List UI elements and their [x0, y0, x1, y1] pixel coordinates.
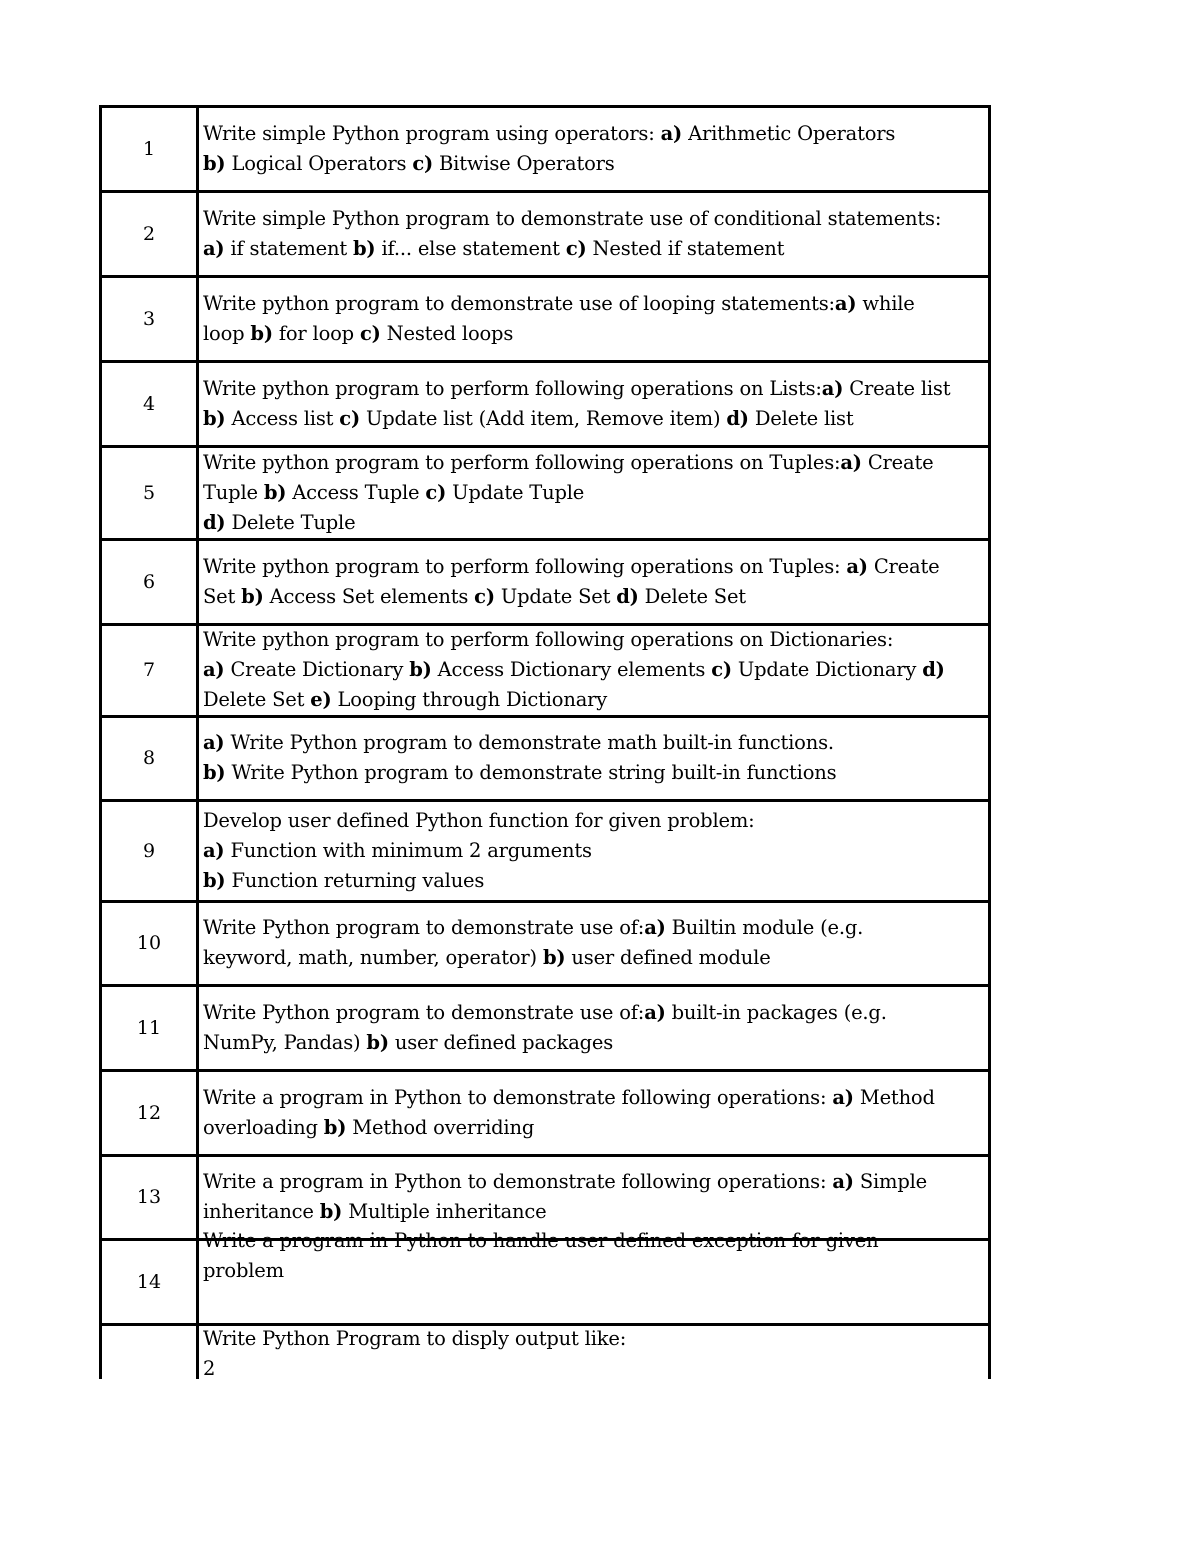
text-segment: Delete Set	[203, 688, 311, 711]
description-line	[203, 204, 984, 234]
table-rule	[99, 360, 991, 363]
text-segment: Access Set elements	[263, 584, 475, 608]
text-segment: Write python program to perform following operations on Tuples:	[203, 450, 841, 474]
description-line	[203, 1256, 984, 1286]
row-number: 11	[99, 985, 199, 1070]
text-segment: Multiple inheritance	[342, 1200, 547, 1223]
table-rule	[99, 190, 991, 193]
text-segment: Update Tuple	[446, 480, 585, 504]
text-segment: Write Python program to demonstrate use of:	[203, 1000, 645, 1024]
table-rule	[99, 1238, 991, 1241]
table-row	[99, 716, 991, 800]
text-segment: Builtin module (e.g.	[665, 916, 864, 939]
option-marker: a)	[840, 450, 862, 474]
description-line	[203, 1167, 984, 1197]
description-line	[203, 943, 984, 973]
row-number: 5	[99, 446, 199, 539]
option-marker: b)	[323, 1115, 347, 1139]
text-segment: Access Dictionary elements	[431, 658, 712, 681]
option-marker: d)	[726, 406, 749, 430]
text-segment: Write Python program to demonstrate use of:	[203, 916, 645, 939]
text-segment: Nested loops	[380, 321, 514, 345]
text-segment: Method overriding	[346, 1115, 535, 1139]
option-marker: a)	[834, 291, 857, 315]
option-marker: e)	[310, 688, 332, 711]
description-line	[203, 1113, 984, 1143]
option-marker: c)	[339, 406, 360, 430]
row-description	[199, 901, 991, 985]
description-line	[203, 1324, 984, 1354]
option-marker: d)	[616, 584, 639, 608]
text-segment: Method	[853, 1085, 935, 1109]
option-marker: a)	[203, 236, 225, 260]
row-description	[199, 1324, 991, 1379]
row-description	[199, 361, 991, 446]
text-segment: Function returning values	[225, 868, 485, 892]
option-marker: c)	[711, 658, 732, 681]
row-description	[199, 106, 991, 191]
text-segment: while	[856, 291, 915, 315]
description-line	[203, 1083, 984, 1113]
option-marker: b)	[409, 658, 432, 681]
description-line	[203, 319, 984, 349]
table-rule	[99, 799, 991, 802]
row-number: 8	[99, 716, 199, 800]
text-segment: loop	[203, 321, 251, 345]
text-segment: overloading	[203, 1115, 324, 1139]
text-segment: inheritance	[203, 1200, 320, 1223]
description-line	[203, 913, 984, 943]
row-description	[199, 716, 991, 800]
text-segment: Tuple	[203, 480, 264, 504]
table-row	[99, 1239, 991, 1324]
text-segment: if statement	[224, 236, 353, 260]
text-segment: Write Python program to demonstrate math built-in functions.	[224, 731, 834, 754]
text-segment: Write Python program to demonstrate string built-in functions	[225, 761, 837, 784]
row-description	[199, 800, 991, 901]
option-marker: a)	[203, 658, 225, 681]
text-segment: Looping through Dictionary	[331, 688, 608, 711]
table-row	[99, 276, 991, 361]
option-marker: a)	[203, 731, 225, 754]
table-rule	[99, 623, 991, 626]
description-line	[203, 836, 984, 866]
table-rule	[99, 900, 991, 903]
text-segment: Access list	[225, 406, 340, 430]
description-line	[203, 998, 984, 1028]
text-segment: Access Tuple	[286, 480, 426, 504]
description-line	[203, 478, 984, 508]
text-segment: Nested if statement	[586, 236, 785, 260]
text-segment: Set	[203, 584, 242, 608]
row-description	[199, 624, 991, 716]
option-marker: b)	[241, 584, 264, 608]
option-marker: b)	[250, 321, 273, 345]
text-segment: problem	[203, 1259, 284, 1282]
table-row	[99, 1324, 991, 1379]
row-number: 1	[99, 106, 199, 191]
option-marker: b)	[319, 1200, 343, 1223]
row-description	[199, 985, 991, 1070]
description-line	[203, 1226, 984, 1256]
text-segment: Bitwise Operators	[433, 151, 615, 175]
option-marker: b)	[263, 480, 287, 504]
table-row	[99, 539, 991, 624]
option-marker: a)	[832, 1170, 854, 1193]
description-line	[203, 685, 984, 715]
description-line	[203, 119, 984, 149]
text-segment: Write simple Python program to demonstrate use of conditional statements:	[203, 206, 942, 230]
option-marker: c)	[359, 321, 381, 345]
row-description	[199, 191, 991, 276]
text-segment: Delete Tuple	[225, 510, 356, 534]
description-line	[203, 1354, 984, 1379]
table-row	[99, 624, 991, 716]
row-number: 12	[99, 1070, 199, 1155]
row-number: 6	[99, 539, 199, 624]
description-line	[203, 149, 984, 179]
table-rule	[99, 445, 991, 448]
row-description	[199, 276, 991, 361]
description-line	[203, 655, 984, 685]
row-number: 9	[99, 800, 199, 901]
table-row	[99, 361, 991, 446]
description-line	[203, 1197, 984, 1227]
text-segment: user defined packages	[388, 1030, 614, 1054]
description-line	[203, 234, 984, 264]
option-marker: a)	[821, 376, 844, 400]
text-segment: Create	[867, 554, 940, 578]
table-row	[99, 191, 991, 276]
text-segment: Develop user defined Python function for given problem:	[203, 808, 755, 832]
option-marker: c)	[565, 236, 587, 260]
text-segment: 2	[203, 1357, 216, 1379]
description-line	[203, 448, 984, 478]
row-number	[99, 1324, 199, 1379]
table-row	[99, 800, 991, 901]
description-line	[203, 289, 984, 319]
row-number: 13	[99, 1155, 199, 1239]
text-segment: Create	[861, 450, 934, 474]
text-segment: Write python program to perform following operations on Dictionaries:	[203, 628, 894, 651]
option-marker: b)	[203, 151, 226, 175]
row-number: 14	[99, 1239, 199, 1324]
option-marker: a)	[846, 554, 868, 578]
option-marker: b)	[203, 761, 226, 784]
text-segment: built-in packages (e.g.	[665, 1000, 887, 1024]
text-segment: Write a program in Python to demonstrate following operations:	[203, 1085, 833, 1109]
text-segment: Arithmetic Operators	[682, 121, 896, 145]
table-rule	[99, 715, 991, 718]
description-line	[203, 374, 984, 404]
text-segment: Update list (Add item, Remove item)	[359, 406, 727, 430]
description-line	[203, 552, 984, 582]
description-line	[203, 1028, 984, 1058]
text-segment: if... else statement	[375, 236, 566, 260]
text-segment: for loop	[272, 321, 360, 345]
option-marker: d)	[922, 658, 945, 681]
row-number: 2	[99, 191, 199, 276]
text-segment: Simple	[853, 1170, 927, 1193]
option-marker: b)	[366, 1030, 389, 1054]
description-line	[203, 806, 984, 836]
table-row	[99, 446, 991, 539]
table-rule	[99, 1069, 991, 1072]
text-segment: Create Dictionary	[224, 658, 410, 681]
table-rule	[99, 1154, 991, 1157]
description-line	[203, 582, 984, 612]
text-segment: Write simple Python program using operators:	[203, 121, 661, 145]
text-segment: Write python program to perform following operations on Tuples:	[203, 554, 847, 578]
row-number: 3	[99, 276, 199, 361]
table-rule	[99, 538, 991, 541]
option-marker: b)	[353, 236, 376, 260]
text-segment: Write python program to perform following operations on Lists:	[203, 376, 822, 400]
option-marker: d)	[203, 510, 226, 534]
row-number: 7	[99, 624, 199, 716]
option-marker: a)	[644, 1000, 666, 1024]
option-marker: c)	[474, 584, 495, 608]
text-segment: Delete Set	[638, 584, 746, 608]
table-rule	[99, 105, 991, 108]
table-rule	[99, 1323, 991, 1326]
table-row	[99, 901, 991, 985]
option-marker: a)	[832, 1085, 854, 1109]
text-segment: Update Dictionary	[731, 658, 923, 681]
text-segment: Delete list	[748, 406, 854, 430]
text-segment: Create list	[843, 376, 951, 400]
option-marker: a)	[203, 838, 225, 862]
row-number: 4	[99, 361, 199, 446]
description-line	[203, 758, 984, 788]
text-segment: Write python program to demonstrate use of looping statements:	[203, 291, 835, 315]
table-rule	[99, 984, 991, 987]
option-marker: b)	[203, 868, 226, 892]
description-line	[203, 508, 984, 538]
row-description	[199, 539, 991, 624]
option-marker: a)	[660, 121, 683, 145]
table-rule	[99, 275, 991, 278]
row-number: 10	[99, 901, 199, 985]
description-line	[203, 404, 984, 434]
description-line	[203, 728, 984, 758]
text-segment: Update Set	[494, 584, 617, 608]
text-segment: Write Python Program to disply output like:	[203, 1327, 627, 1350]
text-segment: Logical Operators	[225, 151, 413, 175]
table-row	[99, 985, 991, 1070]
description-line	[203, 866, 984, 896]
description-line	[203, 625, 984, 655]
table-row	[99, 1070, 991, 1155]
text-segment: user defined module	[565, 946, 771, 969]
text-segment: Write a program in Python to demonstrate following operations:	[203, 1170, 833, 1193]
option-marker: a)	[644, 916, 666, 939]
text-segment: NumPy, Pandas)	[203, 1030, 367, 1054]
option-marker: b)	[542, 946, 566, 969]
option-marker: c)	[412, 151, 434, 175]
table-row	[99, 106, 991, 191]
option-marker: b)	[203, 406, 226, 430]
row-description	[199, 446, 991, 539]
row-description	[199, 1070, 991, 1155]
text-segment: Function with minimum 2 arguments	[224, 838, 592, 862]
option-marker: c)	[425, 480, 447, 504]
text-segment: keyword, math, number, operator)	[203, 946, 543, 969]
